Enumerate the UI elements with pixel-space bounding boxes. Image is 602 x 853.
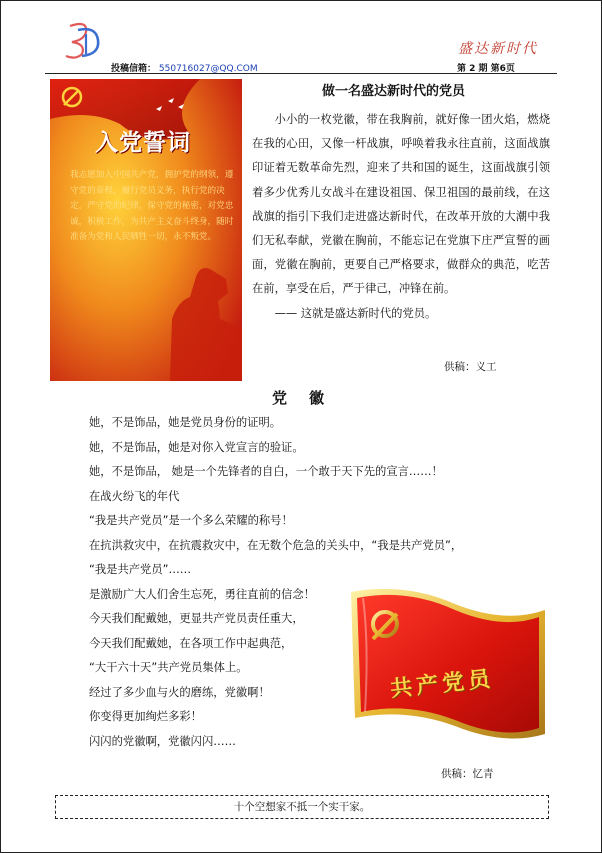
poster-title: 入党誓词 xyxy=(95,129,191,156)
logo xyxy=(60,18,110,62)
poem-line: 她，不是饰品，她是对你入党宣言的验证。 xyxy=(89,440,304,454)
brand-title: 盛达新时代 xyxy=(458,41,538,57)
poem-line: 在抗洪救灾中，在抗震救灾中，在无数个危急的关头中，“我是共产党员”， xyxy=(89,538,463,552)
poem-signature: 供稿：忆青 xyxy=(441,768,494,780)
contact-email[interactable]: 550716027@QQ.COM xyxy=(158,64,258,74)
poem-line: 闪闪的党徽啊，党徽闪闪…… xyxy=(89,734,236,748)
badge-text: 共产党员 xyxy=(389,665,496,703)
poem-line: 她，不是饰品，她是党员身份的证明。 xyxy=(89,416,282,429)
contact-label: 投稿信箱： xyxy=(111,64,157,74)
article-signature: 供稿：义工 xyxy=(444,361,497,373)
article-closing: —— 这就是盛达新时代的党员。 xyxy=(274,306,437,320)
poem-title: 党徽 xyxy=(272,389,347,407)
poem-line: “我是共产党员”是一个多么荣耀的称号！ xyxy=(89,514,293,527)
poem-line: 你变得更加绚烂多彩！ xyxy=(89,710,202,723)
footer-motto: 十个空想家不抵一个实干家。 xyxy=(55,795,549,819)
poem-line: 经过了多少血与火的磨练，党徽啊！ xyxy=(89,685,270,699)
poem-line: “我是共产党员”…… xyxy=(89,563,192,576)
article-body xyxy=(252,108,550,326)
poster-oath-text: 我志愿加入中国共产党，拥护党的纲领，遵守党的章程，履行党员义务，执行党的决定，严守党的纪律，保守党的秘密，对党忠诚，积极工作，为共产主义奋斗终身，随时准备为党和人民牺牲一切，永不叛党。 xyxy=(70,170,234,242)
article-title: 做一名盛达新时代的党员 xyxy=(322,84,466,99)
poem-line: 是激励广大人们舍生忘死，勇往直前的信念！ xyxy=(89,587,315,601)
poem-line: 今天我们配戴她，更显共产党员责任重大， xyxy=(89,612,304,625)
header-divider xyxy=(45,73,557,74)
poem-line: 今天我们配戴她，在各项工作中起典范， xyxy=(89,636,293,650)
poem-line: 在战火纷飞的年代 xyxy=(89,489,180,503)
article-paragraph: 小小的一枚党徽，带在我胸前，就好像一团火焰，燃烧在我的心田，又像一杆战旗，呼唤着我永往直前，这面战旗印证着无数革命先烈，迎来了共和国的诞生，这面战旗引领着多少优秀儿女战斗在建设祖国、保卫祖国的最前线，在这战旗的指引下我们走进盛达新时代，在改革开放的大潮中我们无私奉献，党徽在胸前，不能忘记在党旗下庄严宣誓的画面，党徽在胸前，更要自己严格要求，做群众的典范，吃苦在前，享受在后，严于律己，冲锋在前。 xyxy=(252,113,550,296)
issue-info: 第 2 期 第6页 xyxy=(457,64,515,74)
poem-line: “大干六十天”共产党员集体上。 xyxy=(89,661,248,674)
poem-line: 她，不是饰品， 她是一个先锋者的自白，一个敢于天下先的宣言……！ xyxy=(89,465,443,478)
